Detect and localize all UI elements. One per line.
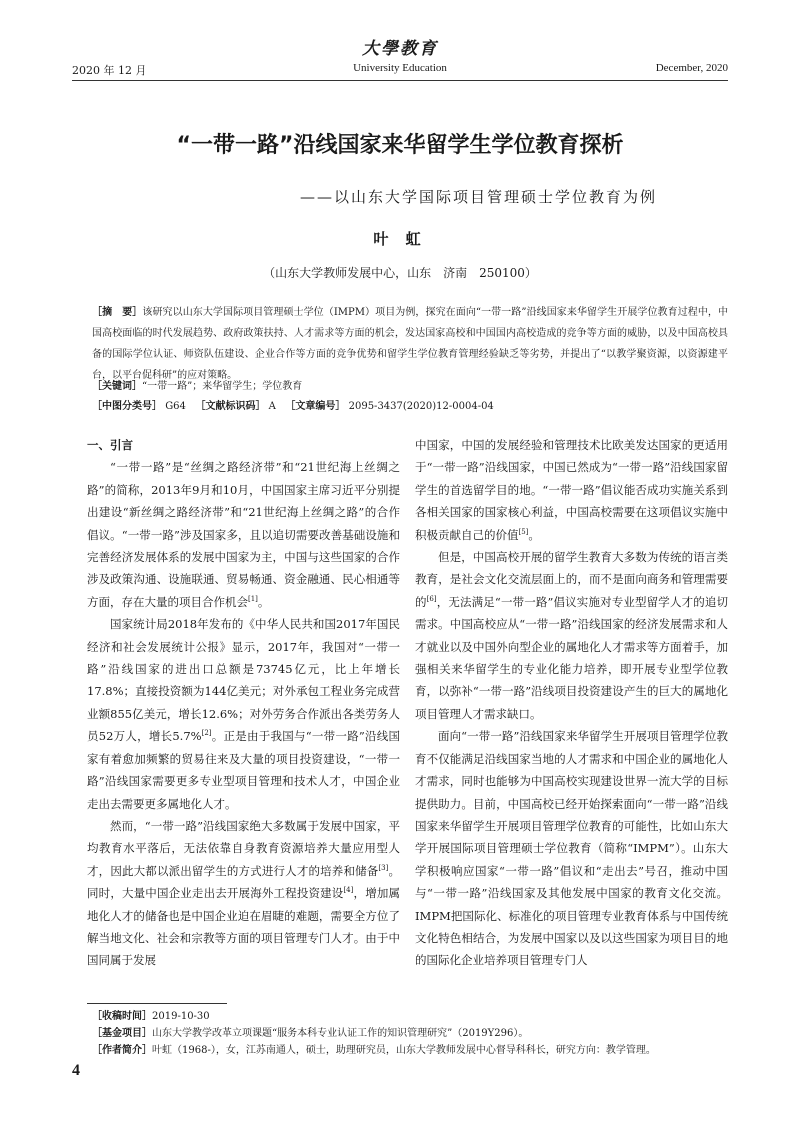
clc-label: ［中图分类号］ (92, 401, 162, 412)
footnote-rule (87, 1003, 227, 1004)
footnote-fund: ［基金项目］山东大学教学改革立项课题“服务本科专业认证工作的知识管理研究”（2019Y296）。 (92, 1028, 529, 1039)
abstract-text: 该研究以山东大学国际项目管理硕士学位（IMPM）项目为例，探究在面向“一带一路”沿线国家来华留学生开展学位教育过程中，中国高校面临的时代发展趋势、政府政策扶持、人才需求等方面的机会，发达国家高校和中国国内高校造成的竞争等方面的威胁，以及中国高校具备的国际学位认证、师资队伍建设、企业合作等方面的竞争优势和留学生学位教育管理经验缺乏等劣势，并提出了“以教学聚资源，以资源建平台，以平台促科研”的应对策略。 (92, 307, 729, 381)
header-rule (72, 80, 728, 81)
body-paragraph: 然而，“一带一路”沿线国家绝大多数属于发展中国家，平均教育水平落后，无法依靠自身教育资源培养大量应用型人才，因此大都以派出留学生的方式进行人才的培养和储备[3]。同时，大量中国企业走出去开展海外工程投资建设[4]，增加属地化人才的储备也是中国企业迫在眉睫的难题，需要全方位了解当地文化、社会和宗教等方面的项目管理专门人才。由于中国同属于发展 (87, 818, 401, 968)
paper-title: “一带一路”沿线国家来华留学生学位教育探析 (176, 133, 624, 158)
page-number: 4 (72, 1062, 80, 1079)
footnote-received: ［收稿时间］2019-10-30 (92, 1011, 210, 1022)
clc-value: G64 (165, 401, 186, 412)
author-name: 叶 虹 (373, 230, 427, 248)
section-heading: 一、引言 (87, 438, 133, 452)
article-number-label: ［文章编号］ (285, 401, 346, 412)
abstract-label: ［摘 要］ (92, 307, 143, 318)
citation: [6] (426, 595, 437, 604)
article-number-value: 2095-3437(2020)12-0004-04 (348, 401, 494, 412)
keywords-text: “一带一路”；来华留学生；学位教育 (142, 381, 303, 392)
citation: [5] (518, 527, 529, 536)
header-date-cn: 2020 年 12 月 (72, 64, 147, 77)
body-column-right (415, 434, 728, 972)
doc-code-value: A (268, 401, 276, 412)
keywords-label: ［关键词］ (92, 381, 142, 392)
doc-code-label: ［文献标识码］ (195, 401, 266, 412)
body-paragraph: 面向“一带一路”沿线国家来华留学生开展项目管理学位教育不仅能满足沿线国家当地的人才需求和中国企业的属地化人才需求，同时也能够为中国高校实现建设世界一流大学的目标提供助力。目前，中国高校已经开始探索面向“一带一路”沿线国家来华留学生开展项目管理学位教育的可能性，比如山东大学开展国际项目管理硕士学位教育（简称“IMPM”）。山东大学积极响应国家“一带一路”倡议和“走出去”号召，推动中国与“一带一路”沿线国家及其他发展中国家的教育文化交流。IMPM把国际化、标准化的项目管理专业教育体系与中国传统文化特色相结合，为发展中国家以及以这些国家为项目目的地的国际化企业培养项目管理专门人 (415, 729, 728, 968)
body-paragraph: “一带一路”是“丝绸之路经济带”和“21世纪海上丝绸之路”的简称，2013年9月和10月，中国国家主席习近平分别提出建设“新丝绸之路经济带”和“21世纪海上丝绸之路”的合作倡议。“一带一路”涉及国家多，且以追切需要改善基础设施和完善经济发展体系的发展中国家为主，中国与这些国家的合作涉及政策沟通、设施联通、贸易畅通、资金融通、民心相通等方面，存在大量的项目合作机会[1]。 (87, 460, 400, 609)
body-column-left (87, 434, 400, 972)
keywords (92, 376, 728, 397)
citation: [3] (378, 863, 389, 872)
author-affiliation: （山东大学教师发展中心，山东 济南 250100） (263, 266, 537, 280)
citation: [2] (201, 729, 212, 738)
header-journal-en: University Education (353, 62, 447, 74)
abstract (92, 302, 728, 386)
citation: [4] (343, 886, 354, 895)
paper-subtitle: ——以山东大学国际项目管理硕士学位教育为例 (300, 188, 658, 206)
journal-logo: 大學教育 (362, 39, 438, 59)
body-paragraph: 国家统计局2018年发布的《中华人民共和国2017年国民经济和社会发展统计公报》显示，2017年，我国对“一带一路”沿线国家的进出口总额是73745亿元，比上年增长17.8%；直接投资额为144亿美元；对外承包工程业务完成营业额855亿美元，增长12.6%；对外劳务合作派出各类劳务人员52万人，增长5.7%[2]。正是由于我国与“一带一路”沿线国家有着愈加频繁的贸易往来及大量的项目投资建设，“一带一路”沿线国家需要更多专业型项目管理和技术人才，中国企业走出去需要更多属地化人才。 (87, 617, 400, 811)
header-date-en: December, 2020 (655, 62, 728, 74)
citation: [1] (248, 595, 258, 604)
body-paragraph: 但是，中国高校开展的留学生教育大多数为传统的语言类教育，是社会文化交流层面上的，而不是面向商务和管理需要的[6]，无法满足“一带一路”倡议实施对专业型留学人才的追切需求。中国高校应从“一带一路”沿线国家的经济发展需求和人才就业以及中国外向型企业的属地化人才需求等方面着手，加强相关来华留学生的专业化能力培养，即开展专业型学位教育，以弥补“一带一路”沿线项目投资建设产生的巨大的属地化项目管理人才需求缺口。 (415, 550, 729, 721)
body-paragraph: 中国家，中国的发展经验和管理技术比欧美发达国家的更适用于“一带一路”沿线国家，中国已然成为“一带一路”沿线国家留学生的首选留学目的地。“一带一路”倡议能否成功实施关系到各相关国家的国家核心利益，中国高校需要在这项倡议实施中积极贡献自己的价值[5]。 (415, 438, 728, 542)
footnote-author: ［作者简介］叶虹（1968-），女，江苏南通人，硕士，助理研究员，山东大学教师发展中心督导科科长，研究方向：教学管理。 (92, 1045, 656, 1056)
classification-line (92, 396, 728, 417)
